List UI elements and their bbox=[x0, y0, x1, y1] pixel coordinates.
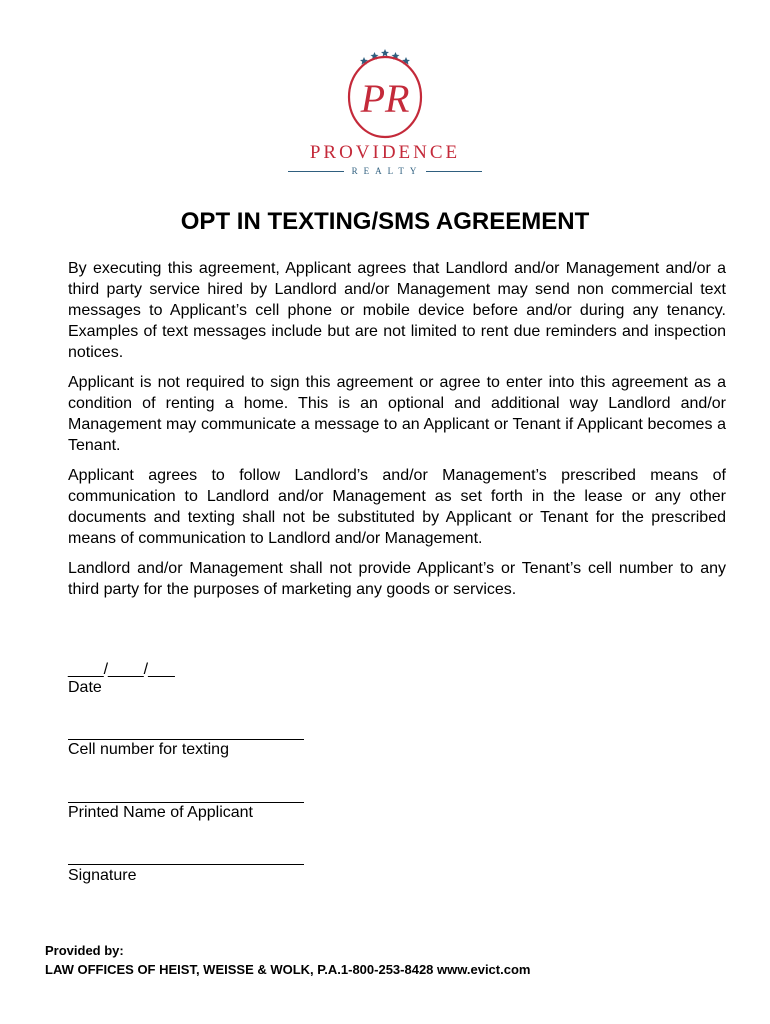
cell-number-line[interactable] bbox=[68, 720, 304, 740]
brand-subtitle: REALTY bbox=[351, 166, 423, 176]
footer bbox=[45, 941, 530, 979]
paragraph-privacy: Landlord and/or Management shall not provide Applicant’s or Tenant’s cell number to any third party for the purposes of marketing any goods or services. bbox=[68, 560, 726, 598]
footer-provided-by: Provided by: bbox=[45, 943, 124, 958]
footer-firm-line: LAW OFFICES OF HEIST, WEISSE & WOLK, P.A.1-800-253-8428 www.evict.com bbox=[45, 962, 531, 977]
signature-line[interactable] bbox=[68, 845, 304, 865]
agreement-body bbox=[68, 258, 726, 609]
printed-name-label: Printed Name of Applicant bbox=[68, 804, 253, 821]
brand-rule-right bbox=[426, 171, 482, 172]
signature-label: Signature bbox=[68, 867, 137, 884]
cell-number-label: Cell number for texting bbox=[68, 741, 229, 758]
paragraph-optional: Applicant is not required to sign this agreement or agree to enter into this agreement as a condition of renting a home. This is an optional and additional way Landlord and/or Management may communicate a message to an Applicant or Tenant if Applicant becomes a Tenant. bbox=[68, 374, 726, 454]
document-title: OPT IN TEXTING/SMS AGREEMENT bbox=[180, 208, 590, 235]
brand-subtitle-row bbox=[288, 164, 482, 178]
brand-name: PROVIDENCE bbox=[309, 142, 461, 163]
logo-monogram: PR bbox=[360, 76, 410, 121]
logo-emblem bbox=[285, 44, 485, 144]
date-label: Date bbox=[68, 679, 102, 696]
paragraph-consent: By executing this agreement, Applicant agrees that Landlord and/or Management and/or a third party service hired by Landlord and/or Management may send non commercial text messages to Applicant’s cell phone or mobile device before and/or during any tenancy. Examples of text messages include but are not limited to rent due reminders and inspection notices. bbox=[68, 260, 726, 361]
brand-rule-left bbox=[288, 171, 344, 172]
printed-name-line[interactable] bbox=[68, 783, 304, 803]
date-blank[interactable]: ____/____/___ bbox=[68, 661, 175, 678]
paragraph-communication: Applicant agrees to follow Landlord’s and/or Management’s prescribed means of communication to Landlord and/or Management as set forth in the lease or any other documents and texting shall not be substituted by Applicant or Tenant for the prescribed means of communication to Landlord and/or Management. bbox=[68, 467, 726, 547]
